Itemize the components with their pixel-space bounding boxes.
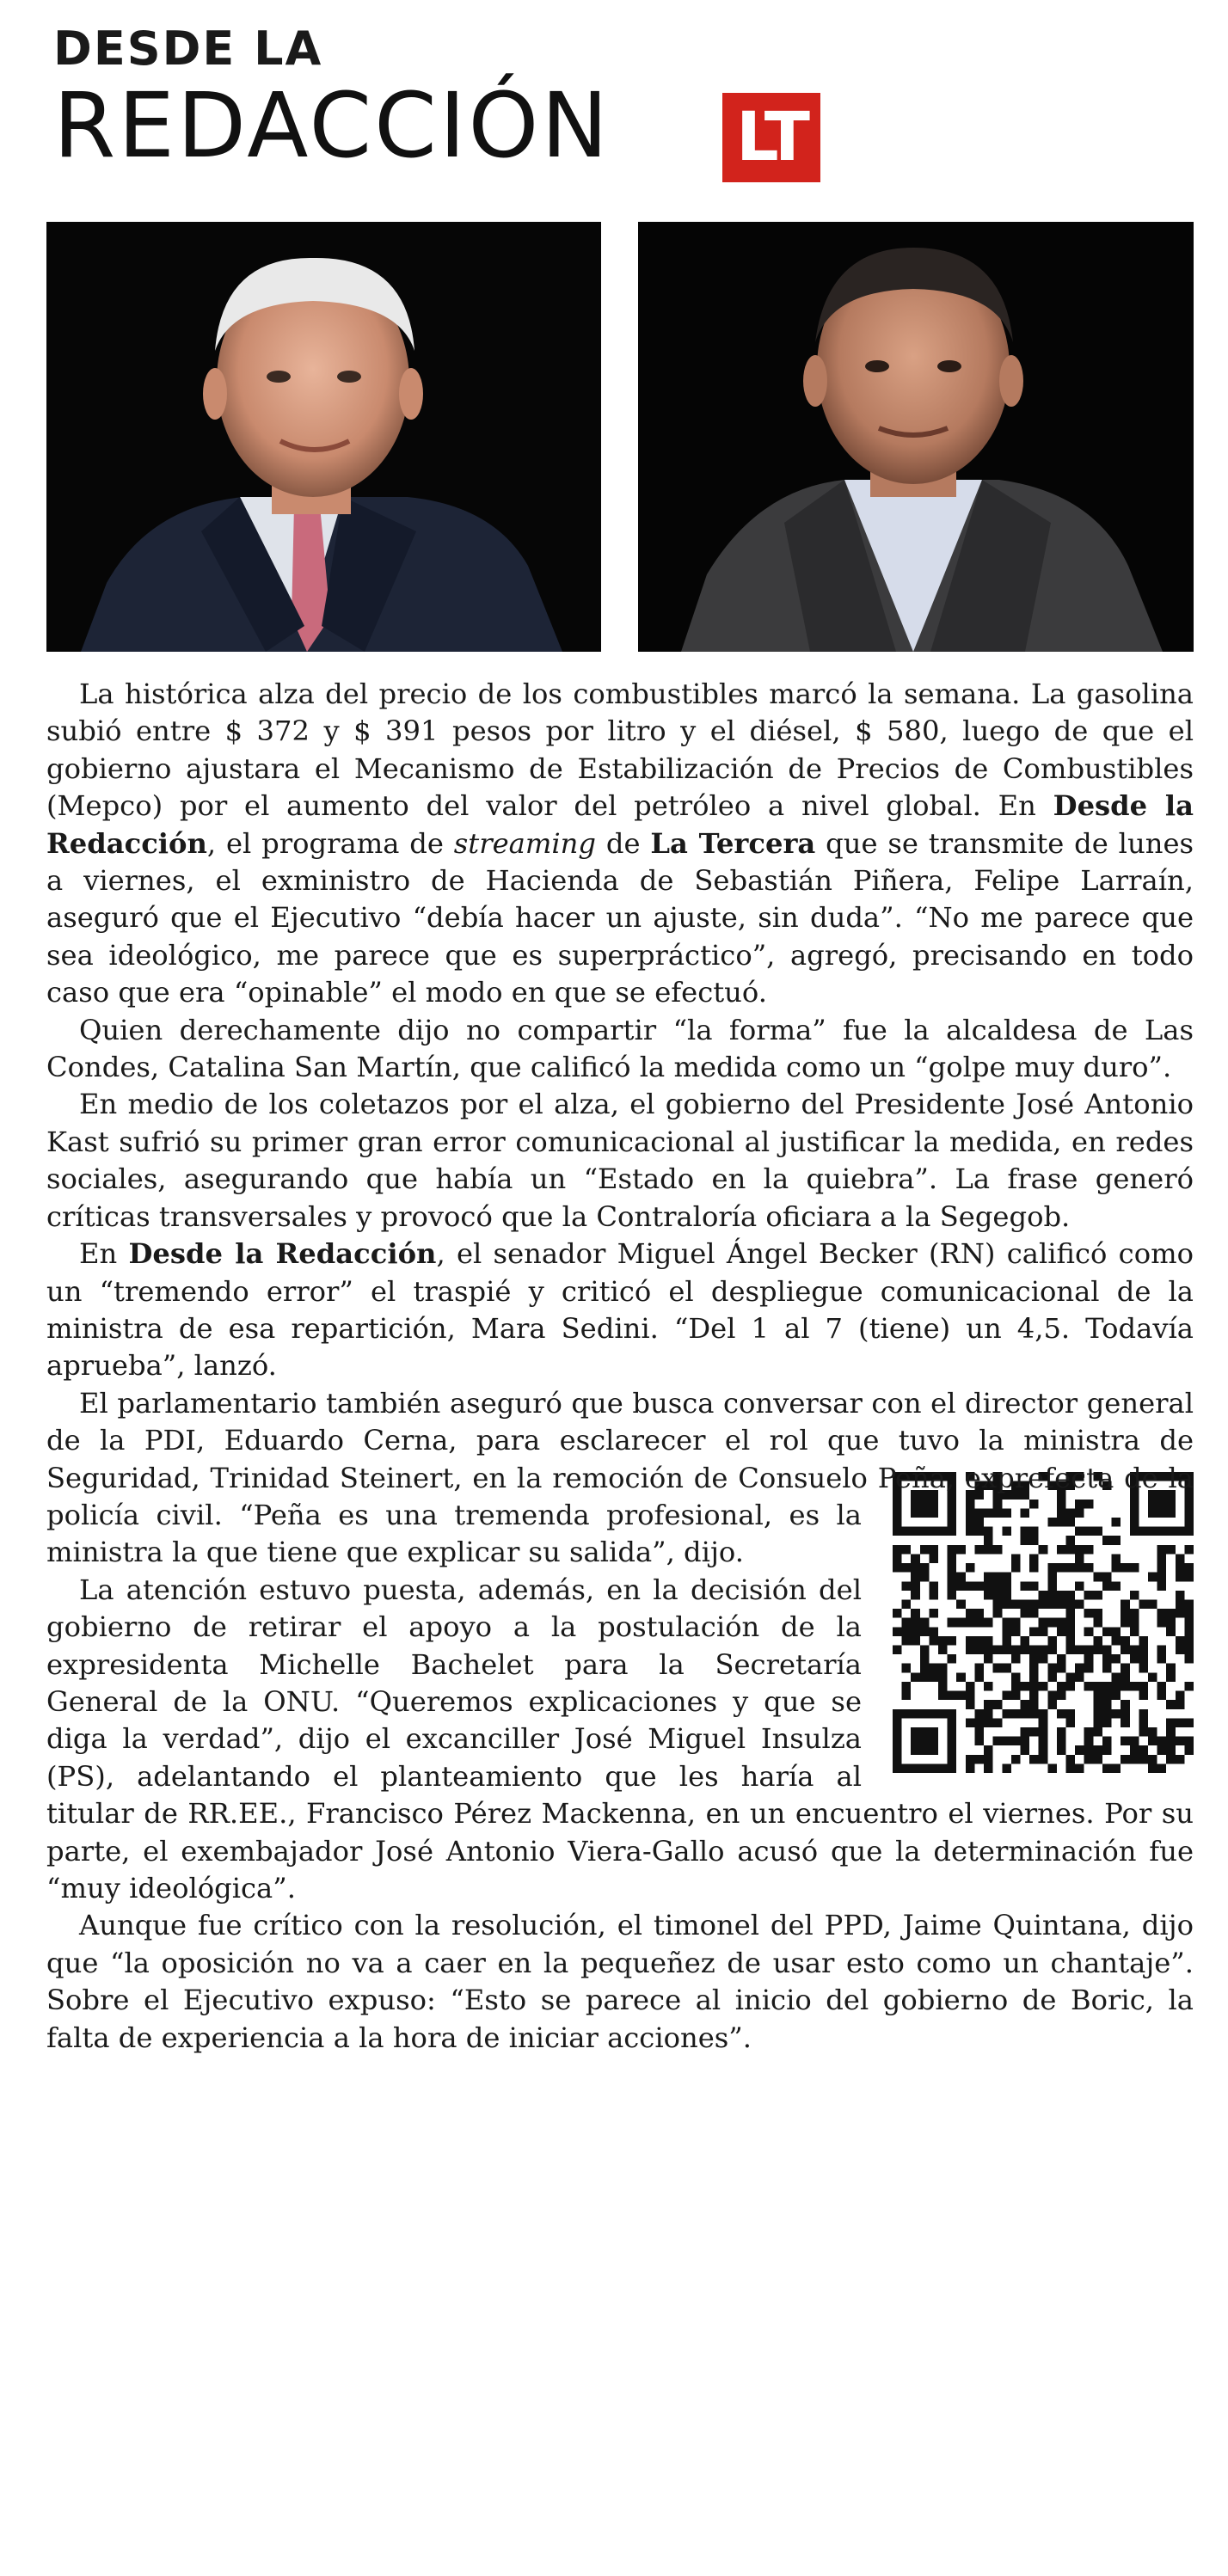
la-tercera-logo: LT xyxy=(722,93,820,182)
photo-miguel-becker xyxy=(638,222,1194,652)
text: El parlamentario también aseguró que busca conversar con el director general de la PDI, Eduardo Cerna, para esclarecer el rol que tuvo la ministra de Seguridad, xyxy=(46,1386,1194,1494)
section-title: REDACCIÓN xyxy=(53,73,611,178)
photo-felipe-larrain xyxy=(46,222,601,652)
text: Trinidad Steinert, en la remoción de Consuelo Peña, exprefecta de la policía civil. “Peña es una tremenda profesional, es la ministra la que tiene que explicar su salida”, dijo. xyxy=(46,1461,1194,1569)
text: , el programa de xyxy=(206,826,454,860)
section-kicker: DESDE LA xyxy=(53,21,323,76)
paragraph: Aunque fue crítico con la resolución, el timonel del PPD, Jaime Quintana, dijo que “la oposición no va a caer en la pequeñez de usar esto como un chantaje”. Sobre el Ejecutivo expuso: “Esto se parece al inicio del gobierno de Boric, la falta de experiencia a la hora de iniciar acciones”. xyxy=(46,1909,1194,2054)
paragraph: En medio de los coletazos por el alza, el gobierno del Presidente José Antonio Kast sufrió su primer gran error comunicacional al justificar la medida, en redes sociales, asegurando que había un “Estado en la quiebra”. La frase generó críticas transversales y provocó que la Contraloría oficiara a la Segegob. xyxy=(46,1088,1194,1233)
text: La histórica alza del precio de los combustibles marcó la semana. La gasolina subió entre $ 372 y $ 391 pesos por litro y el diésel, $ 580, luego de que el gobierno ajustara el Mecanismo de Estabilización de Precios de Combustibles (Mepco) por el aumento del valor del petróleo a nivel global. En xyxy=(46,678,1194,823)
paragraph: La atención estuvo puesta, además, en la decisión del gobierno de retirar el apoyo a la postulación de la expresidenta Michelle Bachelet para la Secretaría General de la ONU. “Queremos explicaciones y que se diga la verdad”, dijo el excanciller José Miguel Insulza (PS), adelantando el planteamiento que les haría al titular de RR.EE., Francisco Pérez Mackenna, en un encuentro el viernes. Por su parte, el exembajador José Antonio Viera-Gallo acusó que la determinación fue “muy ideológica”. xyxy=(46,1573,1194,1904)
text: , el senador Miguel Ángel Becker (RN) calificó como un “tremendo error” el traspié y criticó el despliegue comunicacional de la ministra de esa repartición, Mara Sedini. “Del 1 al 7 (tiene) un 4,5. Todavía aprueba”, lanzó. xyxy=(46,1237,1194,1383)
text: streaming xyxy=(453,826,597,860)
newspaper-name: La Tercera xyxy=(650,826,816,860)
qr-code-icon[interactable] xyxy=(893,1472,1194,1773)
paragraph xyxy=(46,676,1194,1012)
paragraph xyxy=(46,1385,1194,1572)
text: de xyxy=(596,826,651,860)
article-body xyxy=(46,676,1194,2057)
portrait-photo-icon xyxy=(46,222,601,652)
program-name: Desde la Redacción xyxy=(128,1237,437,1271)
portrait-photo-icon xyxy=(638,222,1194,652)
text: En xyxy=(79,1237,129,1271)
program-name: Desde la Redacción xyxy=(46,789,1194,860)
text: que se transmite de lunes a viernes, el exministro de Hacienda de Sebastián Piñera, Felipe Larraín, aseguró que el Ejecutivo “debía hacer un ajuste, sin duda”. “No me parece que sea ideológico, me parece que es superpráctico”, agregó, precisando en todo caso que era “opinable” el modo en que se efectuó. xyxy=(46,826,1194,1009)
paragraph: Quien derechamente dijo no compartir “la forma” fue la alcaldesa de Las Condes, Catalina San Martín, que calificó la medida como un “golpe muy duro”. xyxy=(46,1013,1194,1084)
paragraph xyxy=(46,1236,1194,1385)
